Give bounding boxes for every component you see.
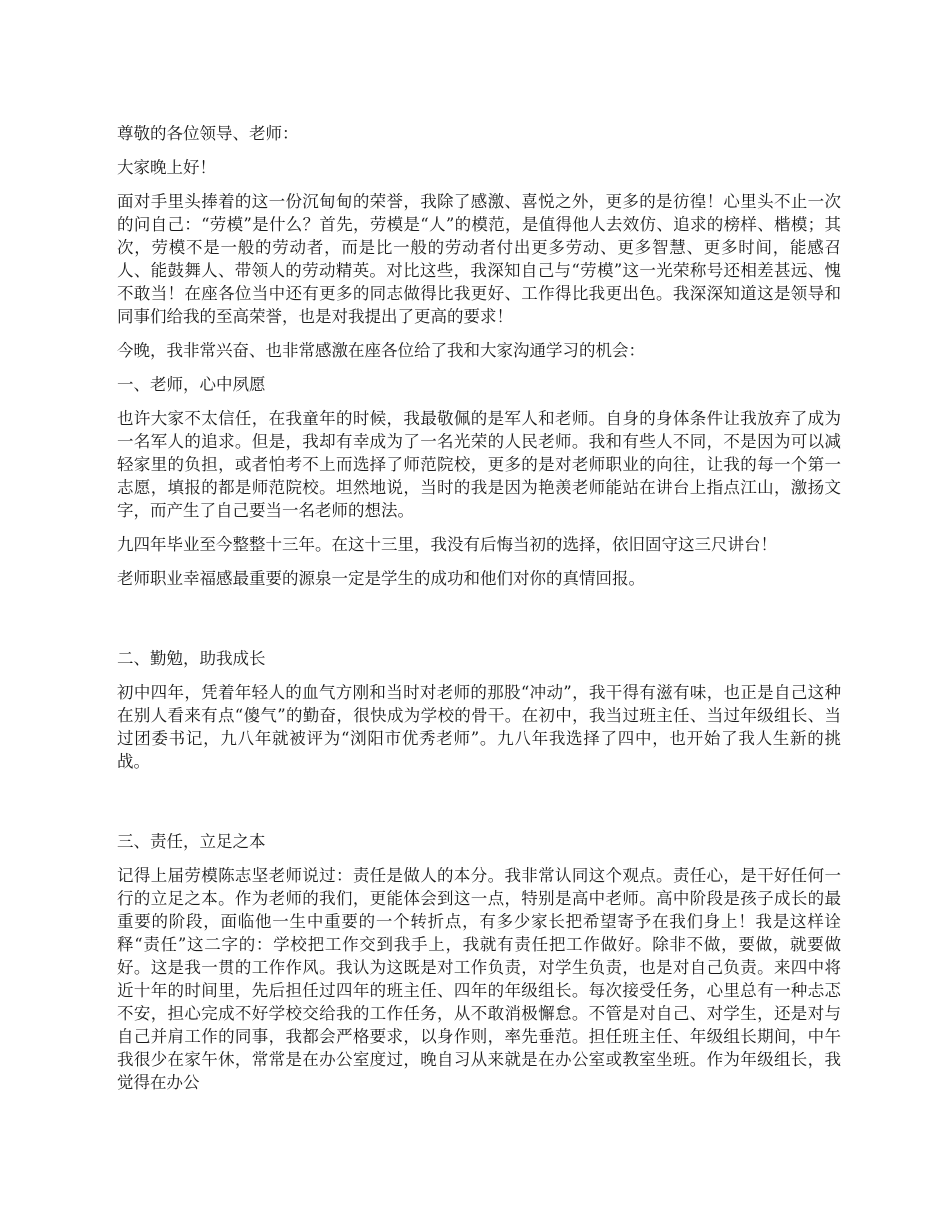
salutation: 尊敬的各位领导、老师：	[117, 124, 299, 143]
tonight-paragraph: 今晚，我非常兴奋、也非常感激在座各位给了我和大家沟通学习的机会：	[117, 341, 645, 360]
section-3-paragraph-1: 记得上届劳模陈志坚老师说过：责任是做人的本分。我非常认同这个观点。责任心，是干好任何一行的立足之本。作为老师的我们，更能体会到这一点，特别是高中老师。高中阶段是孩子成长的最重要的阶段，面临他一生中重要的一个转折点，有多少家长把希望寄予在我们身上！我是这样诠释“责任”这二字的：学校把工作交到我手上，我就有责任把工作做好。除非不做，要做，就要做好。这是我一贯的工作作风。我认为这既是对工作负责，对学生负责，也是对自己负责。来四中将近十年的时间里，先后担任过四年的班主任、四年的年级组长。每次接受任务，心里总有一种忐忑不安，担心完成不好学校交给我的工作任务，从不敢消极懈怠。不管是对自己、对学生，还是对与自己并肩工作的同事，我都会严格要求，以身作则，率先垂范。担任班主任、年级组长期间，中午我很少在家午休，常常是在办公室度过，晚自习从来就是在办公室或教室坐班。作为年级组长，我觉得在办公	[117, 866, 841, 1092]
intro-paragraph: 面对手里头捧着的这一份沉甸甸的荣誉，我除了感激、喜悦之外，更多的是彷徨！心里头不止一次的问自己：“劳模”是什么？首先，劳模是“人”的模范，是值得他人去效仿、追求的榜样、楷模；其次，劳模不是一般的劳动者，而是比一般的劳动者付出更多劳动、更多智慧、更多时间，能感召人、能鼓舞人、带领人的劳动精英。对比这些，我深知自己与“劳模”这一光荣称号还相差甚远、愧不敢当！在座各位当中还有更多的同志做得比我更好、工作得比我更出色。我深深知道这是领导和同事们给我的至高荣誉，也是对我提出了更高的要求！	[117, 192, 841, 326]
section-2-paragraph-1: 初中四年，凭着年轻人的血气方刚和当时对老师的那股“冲动”，我干得有滋有味，也正是自己这种在别人看来有点“傻气”的勤奋，很快成为学校的骨干。在初中，我当过班主任、当过年级组长、当过团委书记，九八年就被评为“浏阳市优秀老师”。九八年我选择了四中，也开始了我人生新的挑战。	[117, 683, 841, 771]
greeting: 大家晚上好！	[117, 158, 216, 177]
section-3-title: 三、责任，立足之本	[117, 832, 266, 851]
section-1-paragraph-2: 九四年毕业至今整整十三年。在这十三里，我没有后悔当初的选择，依旧固守这三尺讲台！	[117, 535, 777, 554]
section-spacer	[117, 784, 841, 830]
section-2-title: 二、勤勉，助我成长	[117, 649, 266, 668]
section-1-paragraph-3: 老师职业幸福感最重要的源泉一定是学生的成功和他们对你的真情回报。	[117, 569, 645, 588]
speech-document	[117, 122, 841, 1105]
section-1-title: 一、老师，心中夙愿	[117, 375, 266, 394]
section-spacer	[117, 601, 841, 647]
section-1-paragraph-1: 也许大家不太信任，在我童年的时候，我最敬佩的是军人和老师。自身的身体条件让我放弃了成为一名军人的追求。但是，我却有幸成为了一名光荣的人民老师。我和有些人不同，不是因为可以减轻家里的负担，或者怕考不上而选择了师范院校，更多的是对老师职业的向往，让我的每一个第一志愿，填报的都是师范院校。坦然地说，当时的我是因为艳羡老师能站在讲台上指点江山，激扬文字，而产生了自己要当一名老师的想法。	[117, 409, 841, 520]
